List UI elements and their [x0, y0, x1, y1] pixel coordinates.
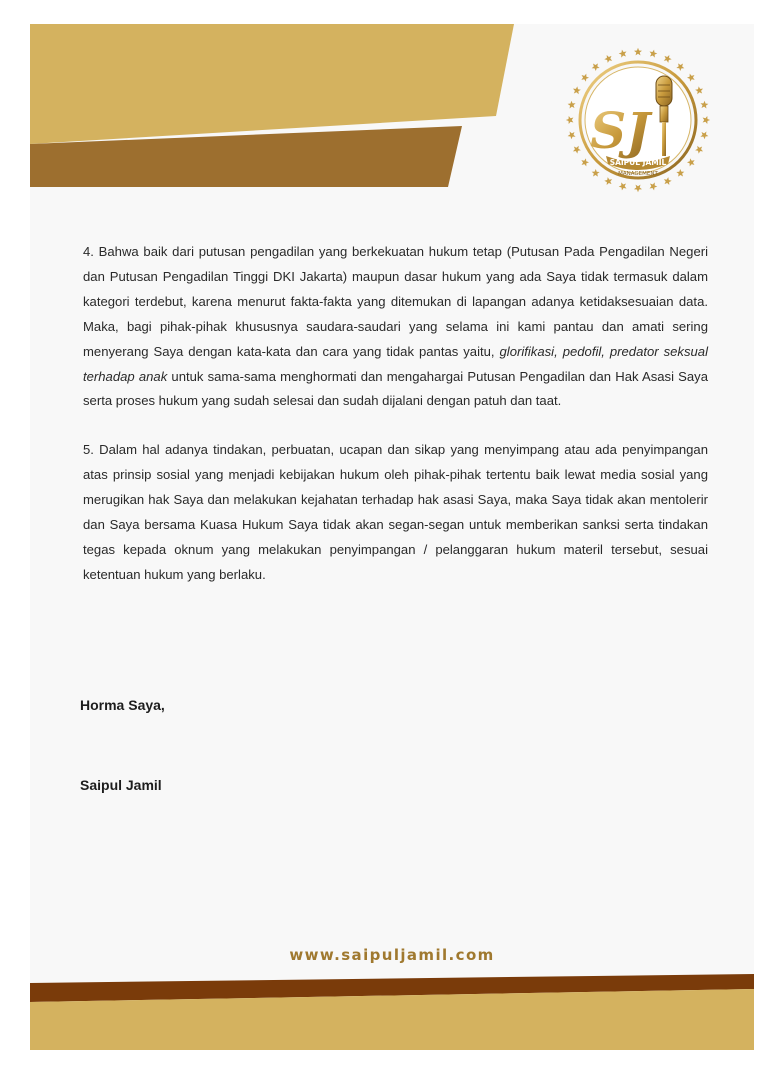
letter-page	[30, 24, 754, 1050]
paragraph-4: 4. Bahwa baik dari putusan pengadilan yang berkekuatan hukum tetap (Putusan Pada Pengadilan Negeri dan Putusan Pengadilan Tinggi DKI Jakarta) maupun dasar hukum yang ada Saya tidak termasuk dalam kategori terdebut, karena menurut fakta-fakta yang ditemukan di lapangan adanya ketidaksesuaian data. Maka, bagi pihak-pihak khususnya saudara-saudari yang selama ini kami pantau dan amati sering menyerang Saya dengan kata-kata dan cara yang tidak pantas yaitu, glorifikasi, pedofil, predator seksual terhadap anak untuk sama-sama menghormati dan mengahargai Putusan Pengadilan dan Hak Asasi Saya serta proses hukum yang sudah selesai dan sudah dijalani dengan patuh dan taat.	[83, 244, 709, 409]
star-icon	[634, 48, 642, 56]
star-icon	[664, 177, 672, 185]
star-icon	[695, 146, 703, 154]
star-icon	[687, 74, 695, 82]
star-icon	[634, 185, 642, 193]
star-icon	[573, 146, 581, 154]
saipul-jamil-logo	[562, 44, 714, 196]
header-gold-band	[30, 24, 514, 144]
star-icon	[676, 63, 684, 71]
star-icon	[700, 101, 708, 109]
logo-monogram: SJ	[590, 101, 650, 160]
italic-terms: glorifikasi, pedofil, predator seksual terhadap anak	[83, 343, 709, 384]
star-icon	[568, 132, 576, 140]
star-icon	[581, 74, 589, 82]
star-icon	[619, 182, 627, 190]
star-icon	[676, 169, 684, 177]
letter-body	[83, 240, 708, 612]
closing-salutation: Horma Saya,	[80, 697, 165, 713]
star-icon	[604, 55, 612, 63]
logo-sub-text: MANAGEMENT	[618, 171, 658, 177]
star-icon	[650, 50, 658, 58]
star-icon	[687, 158, 695, 166]
star-icon	[573, 86, 581, 94]
star-icon	[664, 55, 672, 63]
star-icon	[568, 101, 576, 109]
website-url[interactable]: www.saipuljamil.com	[289, 946, 495, 964]
star-icon	[581, 158, 589, 166]
star-icon	[592, 63, 600, 71]
star-icon	[703, 116, 711, 124]
star-icon	[604, 177, 612, 185]
star-icon	[650, 182, 658, 190]
star-icon	[695, 86, 703, 94]
star-icon	[619, 50, 627, 58]
star-icon	[592, 169, 600, 177]
logo-ribbon-text: SAIPUL JAMIL	[609, 158, 667, 167]
signatory-name: Saipul Jamil	[80, 777, 162, 793]
paragraph-5: 5. Dalam hal adanya tindakan, perbuatan, ucapan dan sikap yang menyimpang atau ada penyimpangan atas prinsip sosial yang menjadi kebijakan hukum oleh pihak-pihak tertentu baik lewat media sosial yang merugikan hak Saya dan melakukan kejahatan terhadap hak asasi Saya, maka Saya tidak akan mentolerir dan Saya bersama Kuasa Hukum Saya tidak akan segan-segan untuk memberikan sanksi serta tindakan tegas kepada oknum yang melakukan penyimpangan / pelanggaran hukum materil tersebut, sesuai ketentuan hukum yang berlaku.	[83, 442, 708, 582]
star-icon	[700, 132, 708, 140]
star-icon	[566, 116, 574, 124]
footer-banner	[30, 969, 754, 1050]
